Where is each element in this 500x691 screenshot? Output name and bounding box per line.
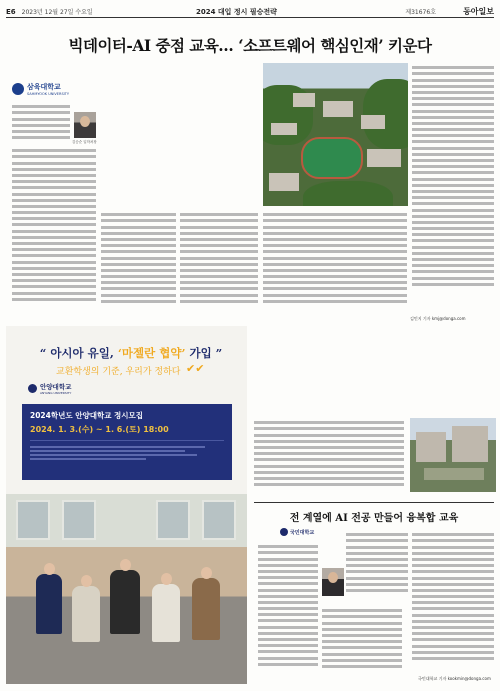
dean-caption: 김승순 입학처장 xyxy=(72,140,97,144)
kookmin-emblem-icon xyxy=(280,528,288,536)
newspaper-brand: 동아일보 xyxy=(463,6,494,16)
banner-title: 2024학년도 안양대학교 정시모집 xyxy=(30,411,144,420)
admission-banner xyxy=(22,404,232,480)
article1-text-col5 xyxy=(412,63,494,313)
kookmin-name: 국민대학교 xyxy=(290,529,315,536)
anyang-emblem-icon xyxy=(28,384,37,393)
article1-text-col4 xyxy=(263,210,407,316)
article1-text-col1b xyxy=(12,146,96,316)
article1-text-col3 xyxy=(180,210,258,316)
article2-lead-text xyxy=(254,418,404,498)
banner-dates: 2024. 1. 3.(수) ~ 1. 6.(토) 18:00 xyxy=(30,425,169,434)
main-headline: 빅데이터-AI 중점 교육… ‘소프트웨어 핵심인재’ 키운다 xyxy=(68,36,432,55)
page-header xyxy=(6,6,494,18)
anyang-advertisement xyxy=(6,326,247,684)
sahmyook-emblem-icon xyxy=(12,83,24,95)
dean-portrait xyxy=(74,112,96,138)
ad-quote-highlight: ‘마젤란 협약’ xyxy=(117,346,186,360)
anyang-logo xyxy=(28,382,71,395)
banner-info xyxy=(30,446,224,460)
campus-aerial-photo xyxy=(263,63,408,206)
page-number: E6 xyxy=(6,7,16,16)
section-title: 2024 대입 정시 필승전략 xyxy=(196,7,277,16)
article1-text-col1a xyxy=(12,102,70,144)
kookmin-logo xyxy=(280,528,314,536)
kookmin-portrait xyxy=(322,568,344,596)
sahmyook-name: 삼육대학교 xyxy=(27,83,61,91)
article2-headline: 전 계열에 AI 전공 만들어 융복합 교육 xyxy=(254,502,494,524)
publication-date: 2023년 12월 27일 수요일 xyxy=(21,9,93,16)
kookmin-campus-photo xyxy=(410,418,496,492)
ad-quote-suffix: 가입 ” xyxy=(185,346,223,360)
anyang-sub: ANYANG UNIVERSITY xyxy=(40,391,72,395)
article1-byline: 김민지 기자 kmj@donga.com xyxy=(410,316,466,321)
article2-text-col2 xyxy=(346,530,408,604)
article2-text-col1 xyxy=(258,542,318,677)
ad-subline: 교환학생의 기준, 우리가 정하다 xyxy=(56,367,181,377)
anyang-name: 안양대학교 xyxy=(40,383,72,391)
issue-number: 제31676호 xyxy=(405,9,436,16)
article2-byline: 국민대학교 기자 kookmin@donga.com xyxy=(418,676,491,681)
ad-quote-prefix: “ 아시아 유일, xyxy=(39,346,118,360)
students-photo xyxy=(6,494,247,684)
ad-quote xyxy=(26,346,236,360)
sahmyook-logo xyxy=(12,82,69,96)
article1-text-col2 xyxy=(101,210,176,316)
article2-text-col3 xyxy=(412,530,494,674)
check-marks-icon: ✔✔ xyxy=(186,362,205,375)
article2-text-col1b xyxy=(322,606,402,678)
sahmyook-sub: SAHMYOOK UNIVERSITY xyxy=(27,92,69,96)
